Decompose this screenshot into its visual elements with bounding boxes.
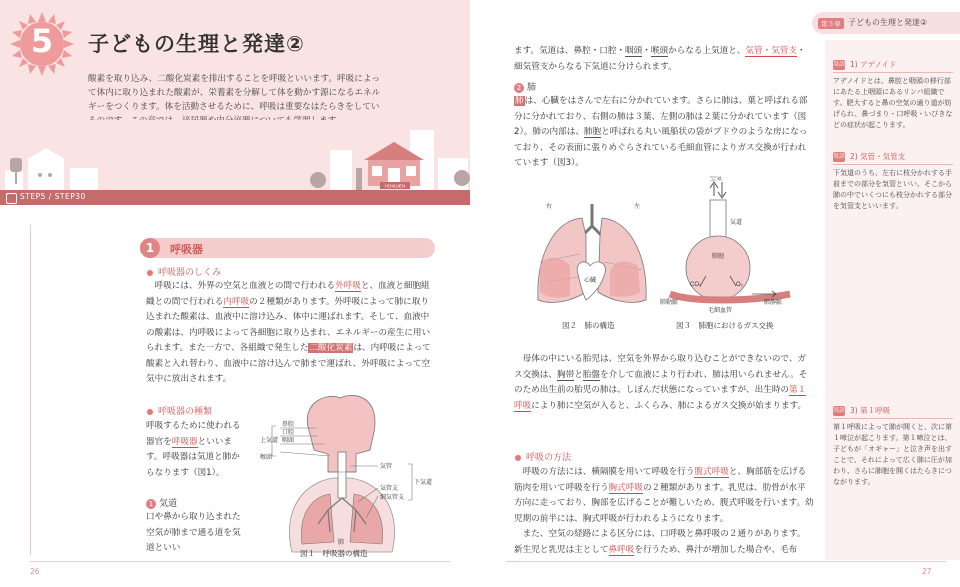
flower-icon bbox=[146, 408, 154, 416]
term-hl: 二酸化炭素 bbox=[309, 343, 353, 353]
sidenote-text: 下気道のうち、左右に枝分かれする手前までの部分を気管といい、そこから肺の中でいくつにも枝分かれする部分を気管支といいます。 bbox=[833, 169, 952, 210]
label-o2: O₂ bbox=[736, 282, 743, 288]
text-run: ます。気道は、鼻腔・口腔・ bbox=[514, 46, 626, 56]
subheading-mechanism: 呼吸器のしくみ bbox=[146, 265, 221, 278]
text-run: 呼吸には、外界の空気と血液との間で行われる bbox=[146, 281, 336, 291]
text-run: と bbox=[574, 369, 583, 380]
label-oral-cavity: 口腔 bbox=[282, 430, 295, 436]
step-label: STEP5 / STEP30 bbox=[20, 192, 86, 201]
label-air: 空気 bbox=[710, 176, 723, 182]
flower-icon bbox=[146, 269, 154, 277]
page-number-left: 26 bbox=[30, 567, 40, 576]
figure-respiratory-organs bbox=[258, 392, 442, 560]
text-run: と、胸部筋を広げる筋肉を用いて呼吸を行う bbox=[514, 467, 807, 493]
sidenote-heading: 用語 2) 気管・気管支 bbox=[833, 150, 953, 165]
label-nasal-cavity: 鼻腔 bbox=[282, 422, 295, 428]
section-heading bbox=[140, 238, 435, 258]
text-run: からなる上気道と、 bbox=[668, 46, 746, 56]
text-run: は、心臓をはさんで左右に分かれています。さらに肺は、葉と呼ばれる部分に分かれており、右側の肺は３葉、左側の肺は２葉に分かれています（図2）。肺の内部は、 bbox=[514, 96, 808, 137]
town-illustration bbox=[0, 120, 470, 190]
label-alveolus: 肺胞 bbox=[712, 254, 725, 260]
nursery-sign: HOIKUEN bbox=[384, 183, 406, 189]
label-heart: 心臓 bbox=[584, 278, 597, 284]
text-run: 母体の中にいる胎児は、空気を外界から取り込むことができないので、ガス交換は、 bbox=[514, 354, 807, 380]
term-ul: 喉頭 bbox=[650, 46, 669, 56]
text-run: を行うため、鼻汁が増加した場合や、毛布 bbox=[634, 544, 798, 555]
term-ul: 胸帯 bbox=[556, 369, 575, 380]
label-pulmonary-vein: 肺静脈 bbox=[764, 300, 783, 306]
term-red: 外呼吸 bbox=[335, 281, 361, 291]
sidenote-first-breath bbox=[833, 404, 953, 488]
term-ul: 咽頭 bbox=[625, 46, 643, 56]
chapter-header bbox=[0, 0, 470, 192]
paragraph-types: 呼吸するために使われる器官を呼吸器といいます。呼吸器は気道と肺からなります（図1）。 bbox=[146, 421, 241, 478]
figure-gas-exchange bbox=[660, 176, 800, 316]
glossary-icon: 用語 bbox=[833, 61, 846, 68]
figure-lung-structure bbox=[530, 196, 660, 316]
subheading-method: 呼吸の方法 bbox=[514, 450, 571, 463]
chapter-intro: 酸素を取り込み、二酸化炭素を排出することを呼吸といいます。呼吸によって体内に取り込まれた酸素が、栄養素を分解して体を動かす源になるエネルギーをつくります。体を活動させるために、呼吸は重要なはたらきをしてい bbox=[88, 74, 381, 112]
sidenote-adenoid bbox=[833, 58, 953, 131]
term-respiratory: 呼吸器 bbox=[171, 436, 198, 447]
paragraph-mechanism bbox=[146, 279, 434, 388]
paragraph-fetus bbox=[514, 352, 814, 414]
sidenote-trachea bbox=[833, 150, 953, 212]
text-run: ・ bbox=[642, 46, 651, 56]
label-capillary: 毛細血管 bbox=[708, 308, 733, 314]
label-pulmonary-artery: 肺動脈 bbox=[660, 300, 679, 306]
text-run: は、内呼吸によって酸素と入れ替わり、血液中に溶け込んで肺まで運ばれ、外呼吸によって空気中に放出されます。 bbox=[146, 343, 431, 384]
paragraph-airway-cont bbox=[514, 44, 814, 75]
chapter-number: 5 bbox=[30, 22, 54, 60]
text-run: を介して血液により行われ、肺は用いられません。そのため出生前の胎児の肺は、しぼんだ状態になっていますが、出生時の bbox=[514, 369, 808, 395]
label-co2: CO₂ bbox=[690, 282, 702, 288]
step-bar bbox=[0, 190, 470, 205]
label-trachea: 気管 bbox=[380, 464, 393, 470]
paragraph-method-2 bbox=[514, 527, 814, 558]
margin-rule bbox=[30, 225, 31, 555]
page-number-right: 27 bbox=[922, 567, 932, 576]
label-lung: 肺 bbox=[338, 540, 345, 546]
label-pharynx: 咽頭 bbox=[282, 438, 295, 444]
figure-2-caption: 図２ 肺の構造 bbox=[562, 321, 615, 330]
text-run: ・細気管支からなる下気道に分けられます。 bbox=[514, 46, 806, 72]
label-left: 左 bbox=[634, 204, 641, 210]
text-run: また、空気の経路による区分には、口呼吸と鼻呼吸の２通りがあります。新生児と乳児は主として bbox=[514, 529, 806, 555]
term-ul: 胎盤 bbox=[582, 369, 600, 380]
term-ul: 肺胞 bbox=[583, 127, 602, 137]
text-run: の２種類があります。乳児は、肋骨が水平方向に走っており、胸部を広げることが難しいため、腹式呼吸を行います。幼児期の前半には、胸式呼吸が行われるようになります。 bbox=[514, 482, 814, 524]
paragraph-lung bbox=[514, 94, 814, 172]
label-right: 右 bbox=[546, 204, 553, 210]
paragraph-method bbox=[514, 465, 814, 527]
sidenote-heading: 用語 3) 第１呼吸 bbox=[833, 404, 953, 419]
text-run: と呼ばれる丸い風船状の袋がブドウのような房になっており、その表面に張りめぐらされている毛細血管によりガス交換が行われています（図3）。 bbox=[514, 127, 808, 168]
subheading-lung: 2 肺 bbox=[514, 80, 536, 93]
term-red: 第１呼吸 bbox=[514, 385, 807, 411]
glossary-icon: 用語 bbox=[833, 407, 846, 414]
running-title: 子どもの生理と発達② bbox=[848, 18, 928, 27]
term-red: 胸式呼吸 bbox=[608, 482, 643, 493]
label-airway-f3: 気道 bbox=[730, 220, 743, 226]
running-header bbox=[812, 12, 960, 34]
sidenote-text: 第１呼吸によって肺が開くと、次に第１啼泣が起こります。第１啼泣とは、子どもが「オギャー」と泣き声を出すことで、それによって広く肺に圧が加わり、さらに肺胞を開くはたらきにつながります。 bbox=[833, 423, 952, 486]
text-run: により肺に空気が入ると、ふくらみ、肺によるガス交換が始まります。 bbox=[531, 400, 807, 411]
sidenote-heading: 用語 1) アデノイド bbox=[833, 58, 953, 73]
label-bronchus: 気管支 bbox=[380, 486, 399, 492]
term-red: 内呼吸 bbox=[223, 296, 250, 307]
step-icon bbox=[6, 193, 17, 204]
term-hl: 肺 bbox=[515, 96, 524, 106]
text-run: 呼吸の方法には、横隔膜を用いて呼吸を行う bbox=[514, 467, 695, 477]
figure-3-caption: 図３ 肺胞におけるガス交換 bbox=[676, 321, 774, 330]
figure-1-caption: 図１ 呼吸器の構造 bbox=[300, 549, 368, 558]
lung-number: 2 bbox=[514, 83, 524, 93]
label-lower-airway: 下気道 bbox=[414, 480, 433, 486]
paragraph-airway: 口や鼻から取り込まれた空気が肺まで通る道を気道といい bbox=[146, 512, 241, 553]
text-run: と、血液と細胞組織との間で行われる bbox=[146, 281, 430, 307]
term-red: 鼻呼吸 bbox=[608, 544, 635, 555]
airway-number: 1 bbox=[146, 499, 156, 509]
label-bronchiole: 細気管支 bbox=[380, 495, 405, 501]
term-red: 腹式呼吸 bbox=[694, 467, 729, 477]
subheading-airway: 1 気道 bbox=[146, 496, 177, 509]
subheading-types: 呼吸器の種類 bbox=[146, 404, 212, 417]
section-number: 1 bbox=[140, 238, 160, 258]
sidenote-text: アデノイドとは、鼻腔と咽頭の移行部にあたる上咽頭にあるリンパ組織です。肥大すると鼻の空気の通り道が妨げられ、鼻づまり・口呼吸・いびきなどの症状が起こります。 bbox=[833, 77, 953, 129]
label-upper-airway: 上気道 bbox=[260, 438, 279, 444]
chapter-title: 子どもの生理と発達② bbox=[88, 32, 305, 56]
footer-rule bbox=[30, 561, 450, 562]
text-run: の２種類があります。外呼吸によって肺に取り込まれた酸素は、血液中に溶け込み、体中に運ばれます。そして、血液中の酸素は、内呼吸によって各細胞に取り込まれ、エネルギーの産生に用いられます。また一方で、各組織で発生した bbox=[146, 296, 431, 353]
term-red: 気管・気管支 bbox=[745, 46, 797, 56]
flower-icon bbox=[514, 454, 522, 462]
chapter-tag: 第５章 bbox=[818, 18, 844, 29]
section-title: 呼吸器 bbox=[170, 243, 203, 256]
footer-rule-right bbox=[506, 561, 946, 562]
glossary-icon: 用語 bbox=[833, 153, 846, 160]
label-larynx: 喉頭 bbox=[260, 455, 273, 461]
